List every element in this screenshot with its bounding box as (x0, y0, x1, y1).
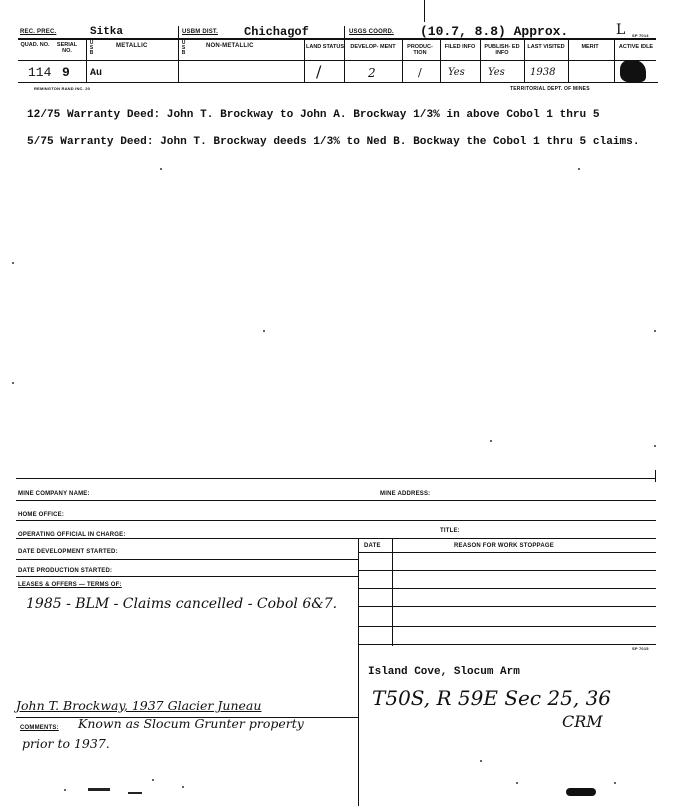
leases-handwritten: 1985 - BLM - Claims cancelled - Cobol 6&7. (26, 596, 338, 612)
metallic-value: Au (90, 68, 103, 79)
ink-smudge-2 (566, 788, 596, 796)
quad-no-value: 114 (28, 65, 52, 80)
metallic-label: METALLIC (116, 43, 148, 49)
rec-prec-value: Sitka (90, 26, 124, 38)
location-handwritten: T50S, R 59E Sec 25, 36 (372, 686, 612, 710)
comments-handwritten: prior to 1937. (22, 736, 110, 751)
nonmetallic-label: NON-METALLIC (206, 43, 254, 49)
filed-info-label: FILED INFO (444, 44, 476, 50)
lower-form (0, 470, 678, 808)
merit-label: MERIT (581, 44, 599, 50)
owner-handwritten: John T. Brockway, 1937 Glacier Juneau (16, 698, 262, 713)
published-info-label: PUBLISH- ED INFO (484, 44, 520, 56)
published-info-value: Yes (488, 67, 505, 78)
filed-info-value: Yes (448, 67, 465, 78)
last-visited-label: LAST VISITED (527, 44, 565, 50)
operating-official-label: OPERATING OFFICIAL IN CHARGE: (18, 532, 126, 538)
form-number: SP 7014 (632, 33, 649, 38)
usbm-dist-value: Chichagof (244, 25, 309, 39)
header-mid-rule (18, 60, 656, 61)
mine-address-label: MINE ADDRESS: (380, 491, 431, 497)
production-label: PRODUC- TION (407, 44, 433, 56)
date-column-label: DATE (364, 543, 381, 549)
rec-prec-label: REC. PREC. (20, 29, 57, 35)
form-number-2: SP 7015 (632, 646, 649, 651)
note-line: 5/75 Warranty Deed: John T. Brockway deeds 1/3% to Ned B. Bockway the Cobol 1 thru 5 claims. (27, 136, 640, 148)
date-dev-started-label: DATE DEVELOPMENT STARTED: (18, 549, 118, 555)
active-idle-label: ACTIVE IDLE (618, 44, 654, 50)
usgs-coord-value: (10.7, 8.8) Approx. (420, 24, 569, 39)
usbm-dist-label: USBM DIST. (182, 29, 219, 35)
development-label: DEVELOP- MENT (350, 44, 396, 50)
production-value: / (418, 66, 422, 79)
location-typed: Island Cove, Slocum Arm (368, 666, 520, 678)
serial-no-value: 9 (62, 65, 70, 80)
title-label: TITLE: (440, 528, 460, 534)
land-status-label: LAND STATUS (306, 44, 344, 50)
reason-column-label: REASON FOR WORK STOPPAGE (454, 543, 554, 549)
leases-label: LEASES & OFFERS — TERMS OF: (18, 582, 122, 588)
serial-no-label: SERIAL NO. (56, 42, 78, 54)
printer-note: REMINGTON RAND INC. 20 (34, 86, 91, 91)
initials: CRM (562, 712, 603, 731)
registration-tick (424, 0, 425, 22)
corner-mark: L (616, 22, 626, 38)
quad-no-label: QUAD. NO. (20, 42, 50, 48)
comments-handwritten: Known as Slocum Grunter property (78, 716, 304, 731)
usb-letters: U S B (89, 40, 94, 56)
header-form (0, 0, 678, 100)
last-visited-value: 1938 (530, 67, 556, 78)
ink-smudge (620, 60, 646, 82)
usb-letters-2: U S B (181, 40, 186, 56)
header-bottom-rule (18, 82, 658, 83)
land-status-value: / (316, 62, 322, 81)
home-office-label: HOME OFFICE: (18, 512, 65, 518)
note-line: 12/75 Warranty Deed: John T. Brockway to John A. Brockway 1/3% in above Cobol 1 thru 5 (27, 109, 600, 121)
date-prod-started-label: DATE PRODUCTION STARTED: (18, 568, 113, 574)
mine-company-label: MINE COMPANY NAME: (18, 491, 90, 497)
development-value: 2 (368, 66, 376, 80)
comments-label: COMMENTS: (20, 725, 59, 731)
territorial-note: TERRITORIAL DEPT. OF MINES (510, 86, 590, 92)
usgs-coord-label: USGS COORD. (349, 29, 394, 35)
